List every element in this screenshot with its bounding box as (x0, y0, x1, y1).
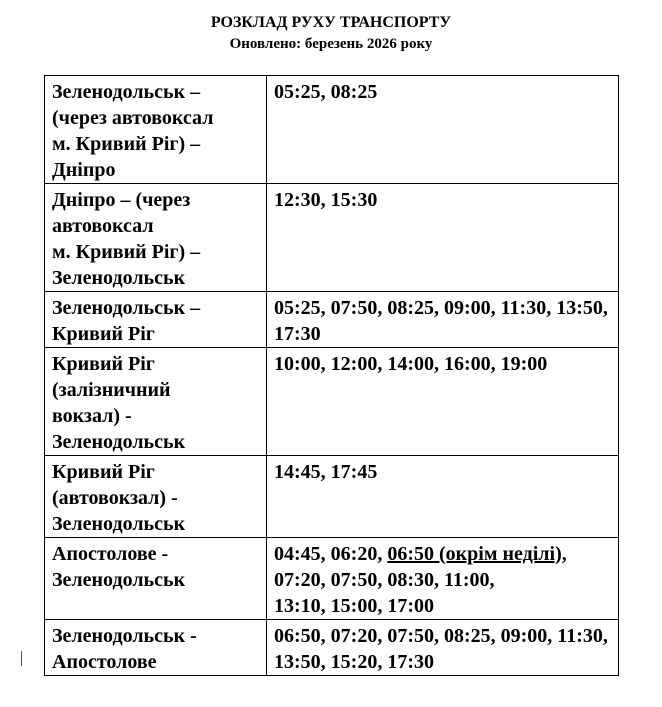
times-text: 05:25, 07:50, 08:25, 09:00, 11:30, 13:50, 17:30 (274, 297, 608, 345)
route-line: Дніпро – (через (52, 189, 191, 211)
route-cell (45, 292, 267, 348)
route-line: Зеленодольськ (52, 267, 186, 289)
times-cell (267, 620, 619, 676)
times-text: 05:25, 08:25 (274, 81, 378, 103)
route-line: Кривий Ріг (52, 461, 155, 483)
times-text: 13:10, 15:00, 17:00 (274, 595, 434, 617)
times-cell (267, 184, 619, 292)
route-line: Зеленодольськ (52, 431, 186, 453)
table-row (45, 348, 619, 456)
times-text: 10:00, 12:00, 14:00, 16:00, 19:00 (274, 353, 548, 375)
route-line: Зеленодольськ (52, 513, 186, 535)
route-cell (45, 76, 267, 184)
times-cell (267, 538, 619, 620)
table-row (45, 538, 619, 620)
route-line: Апостолове (52, 651, 157, 673)
page-subtitle: Оновлено: березень 2026 року (229, 36, 433, 52)
route-line: (через автовоксал (52, 107, 214, 129)
times-text: 14:45, 17:45 (274, 461, 378, 483)
route-line: Кривий Ріг (52, 353, 155, 375)
text-cursor (21, 651, 22, 666)
route-line: (залізничний (52, 379, 171, 401)
route-line: м. Кривий Ріг) – (52, 133, 201, 155)
route-line: Зеленодольськ (52, 569, 186, 591)
table-row (45, 456, 619, 538)
route-line: вокзал) - (52, 405, 132, 427)
table-row (45, 620, 619, 676)
times-text: 04:45, 06:20, (274, 543, 388, 565)
route-cell (45, 620, 267, 676)
table-row (45, 76, 619, 184)
times-cell (267, 456, 619, 538)
route-cell (45, 538, 267, 620)
times-text: 07:20, 07:50, 08:30, 11:00, (274, 569, 495, 591)
table-row (45, 292, 619, 348)
route-line: Зеленодольськ - (52, 625, 197, 647)
table-row (45, 184, 619, 292)
times-cell (267, 292, 619, 348)
times-text: 06:50, 07:20, 07:50, 08:25, 09:00, 11:30, 13:50, 15:20, 17:30 (274, 625, 608, 673)
route-line: Зеленодольськ – (52, 81, 201, 103)
schedule-table (44, 75, 619, 676)
times-text-underlined: 06:50 (окрім неділі), (387, 543, 567, 565)
route-cell (45, 348, 267, 456)
times-cell (267, 76, 619, 184)
route-line: Кривий Ріг (52, 323, 155, 345)
route-line: (автовокзал) - (52, 487, 178, 509)
route-line: автовоксал (52, 215, 154, 237)
times-cell (267, 348, 619, 456)
route-cell (45, 456, 267, 538)
times-text: 12:30, 15:30 (274, 189, 378, 211)
route-cell (45, 184, 267, 292)
route-line: Апостолове - (52, 543, 169, 565)
route-line: Зеленодольськ – (52, 297, 201, 319)
route-line: м. Кривий Ріг) – (52, 241, 201, 263)
route-line: Дніпро (52, 159, 116, 181)
page-title: РОЗКЛАД РУХУ ТРАНСПОРТУ (210, 14, 452, 31)
